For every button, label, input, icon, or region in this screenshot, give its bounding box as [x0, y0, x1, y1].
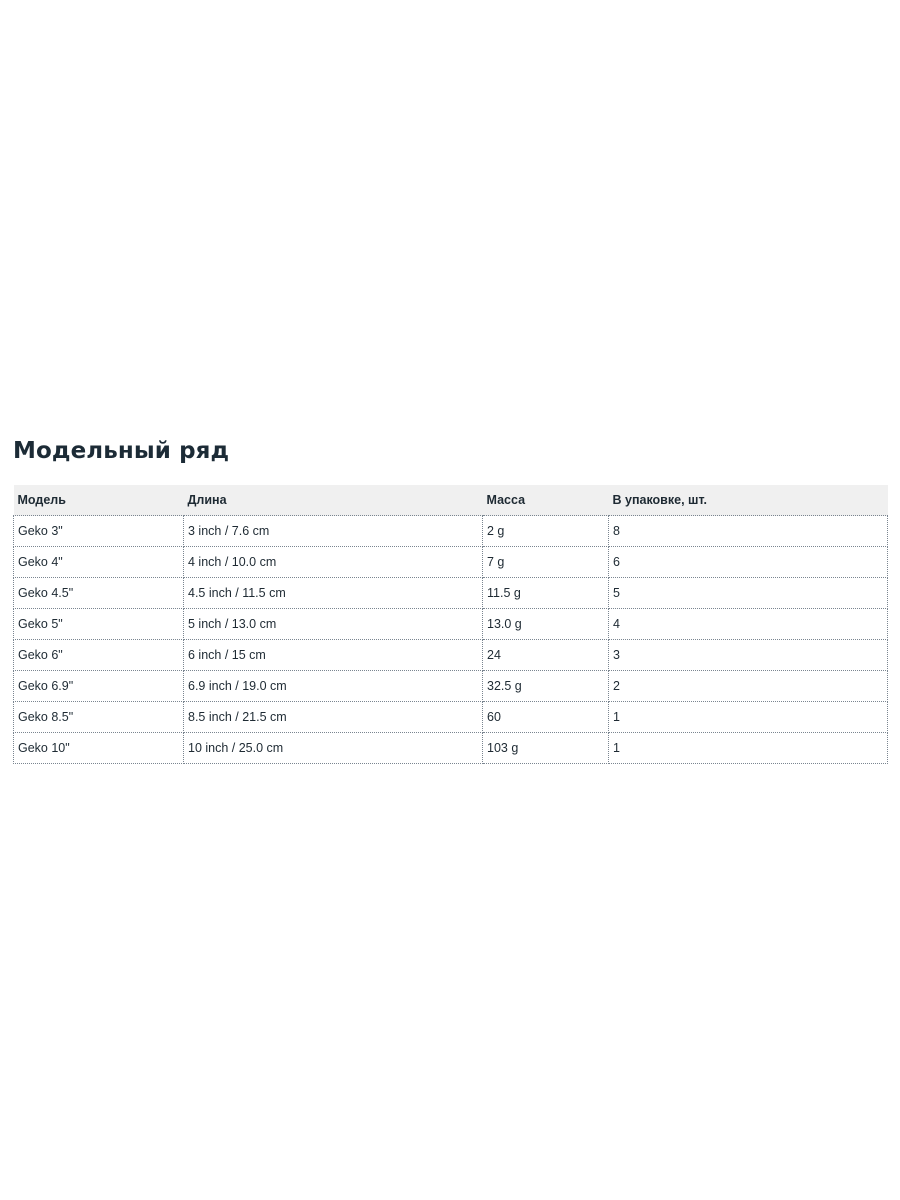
cell-model: Geko 3" [14, 516, 184, 547]
cell-length: 6.9 inch / 19.0 cm [184, 671, 483, 702]
cell-length: 4 inch / 10.0 cm [184, 547, 483, 578]
table-header-row [14, 485, 888, 516]
column-header-pack-quantity: В упаковке, шт. [609, 485, 888, 516]
table-row [14, 640, 888, 671]
cell-model: Geko 6.9" [14, 671, 184, 702]
cell-weight: 2 g [483, 516, 609, 547]
cell-model: Geko 5" [14, 609, 184, 640]
cell-weight: 60 [483, 702, 609, 733]
cell-weight: 7 g [483, 547, 609, 578]
table-row [14, 609, 888, 640]
cell-pack-quantity: 2 [609, 671, 888, 702]
cell-model: Geko 10" [14, 733, 184, 764]
cell-length: 3 inch / 7.6 cm [184, 516, 483, 547]
section-title: Модельный ряд [13, 438, 230, 464]
cell-model: Geko 4.5" [14, 578, 184, 609]
table-row [14, 516, 888, 547]
cell-length: 4.5 inch / 11.5 cm [184, 578, 483, 609]
cell-pack-quantity: 1 [609, 702, 888, 733]
cell-model: Geko 6" [14, 640, 184, 671]
column-header-model: Модель [14, 485, 184, 516]
cell-weight: 24 [483, 640, 609, 671]
column-header-weight: Масса [483, 485, 609, 516]
table-row [14, 733, 888, 764]
cell-pack-quantity: 5 [609, 578, 888, 609]
table-row [14, 578, 888, 609]
cell-weight: 13.0 g [483, 609, 609, 640]
column-header-length: Длина [184, 485, 483, 516]
cell-model: Geko 4" [14, 547, 184, 578]
model-range-section [13, 434, 887, 755]
cell-pack-quantity: 3 [609, 640, 888, 671]
table-row [14, 671, 888, 702]
cell-weight: 103 g [483, 733, 609, 764]
cell-length: 5 inch / 13.0 cm [184, 609, 483, 640]
cell-pack-quantity: 1 [609, 733, 888, 764]
model-table [13, 485, 888, 764]
table-row [14, 547, 888, 578]
cell-pack-quantity: 8 [609, 516, 888, 547]
cell-pack-quantity: 6 [609, 547, 888, 578]
cell-weight: 11.5 g [483, 578, 609, 609]
cell-weight: 32.5 g [483, 671, 609, 702]
cell-pack-quantity: 4 [609, 609, 888, 640]
table-row [14, 702, 888, 733]
cell-length: 6 inch / 15 cm [184, 640, 483, 671]
cell-model: Geko 8.5" [14, 702, 184, 733]
cell-length: 8.5 inch / 21.5 cm [184, 702, 483, 733]
cell-length: 10 inch / 25.0 cm [184, 733, 483, 764]
